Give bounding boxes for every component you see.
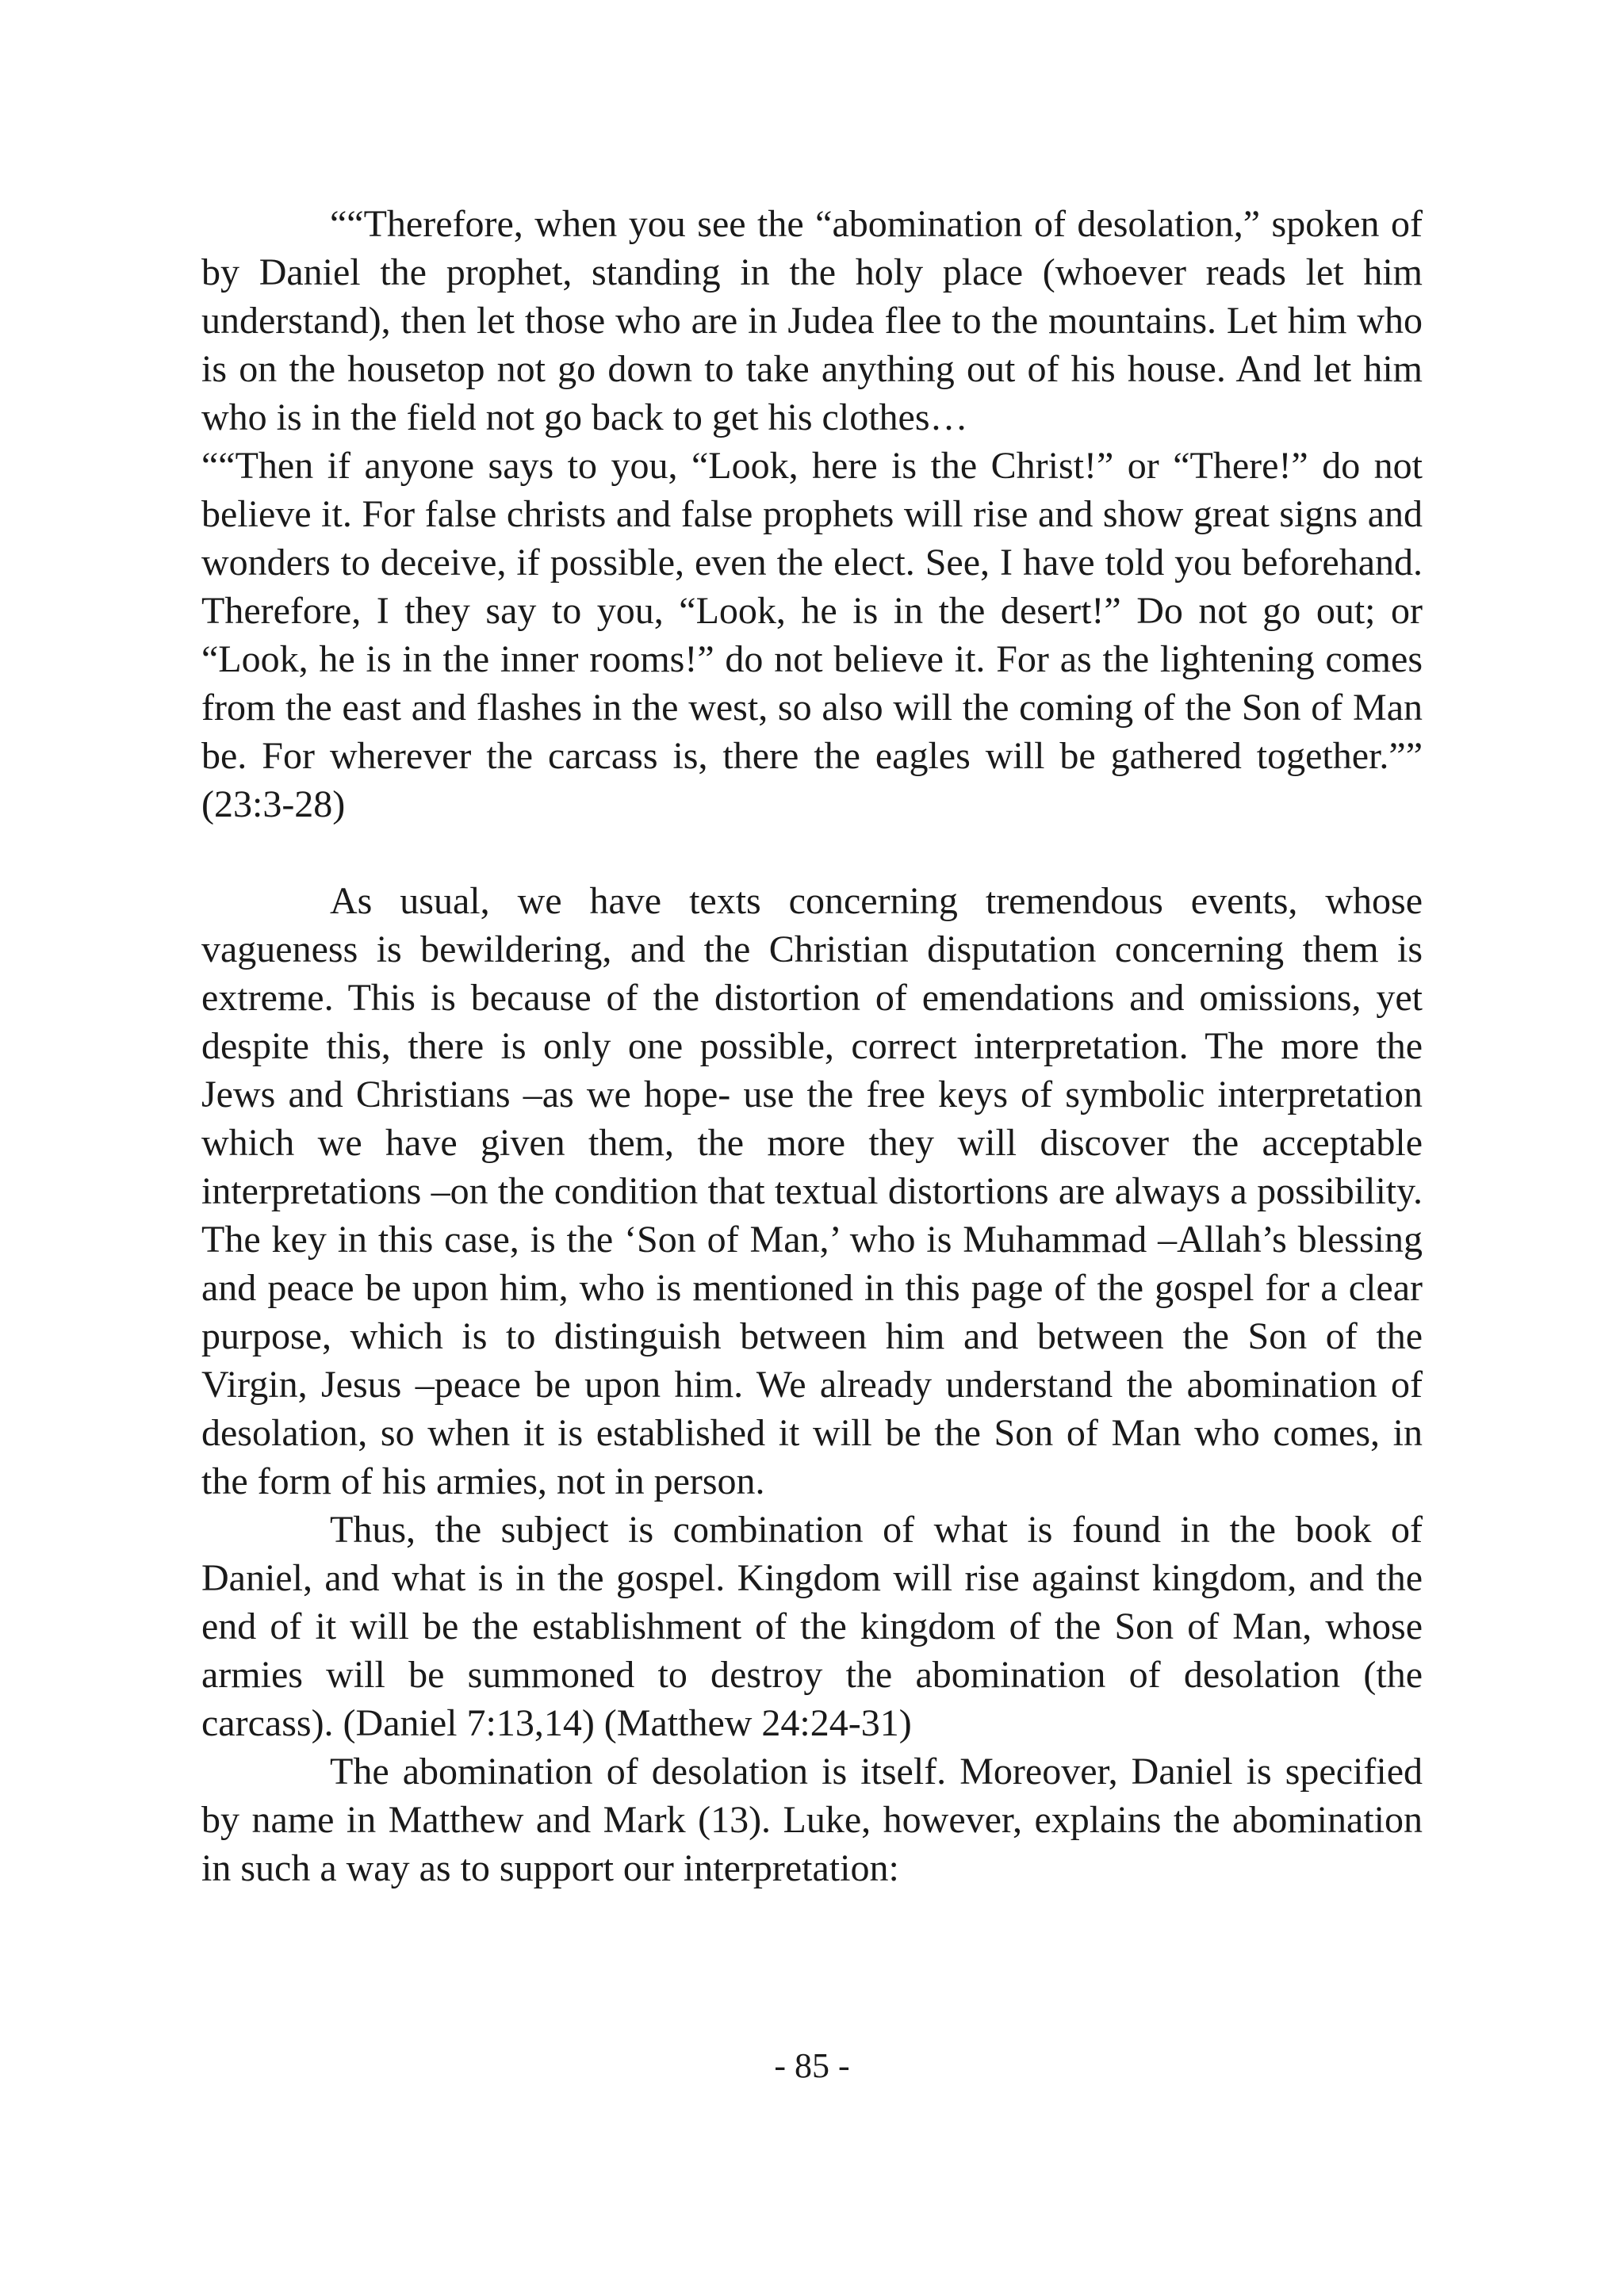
page-number: - 85 - (774, 2046, 850, 2085)
body-paragraph-1: As usual, we have texts concerning tremendous events, whose vagueness is bewildering, and the Christian disputation concerning them is extreme. This is because of the distortion of emendations and omissions, yet despite this, there is only one possible, correct interpretation. The more the Jews and Christians –as we hope- use the free keys of symbolic interpretation which we have given them, the more they will discover the acceptable interpretations –on the condition that textual distortions are always a possibility. The key in this case, is the ‘Son of Man,’ who is Muhammad –Allah’s blessing and peace be upon him, who is mentioned in this page of the gospel for a clear purpose, which is to distinguish between him and between the Son of the Virgin, Jesus –peace be upon him. We already understand the abomination of desolation, so when it is established it will be the Son of Man who comes, in the form of his armies, not in person. (201, 880, 1423, 1502)
quote-paragraph-1: ““Therefore, when you see the “abomination of desolation,” spoken of by Daniel the prophet, standing in the holy place (whoever reads let him understand), then let those who are in Judea flee to the mountains. Let him who is on the housetop not go down to take anything out of his house. And let him who is in the field not go back to get his clothes… (201, 203, 1423, 438)
quote-paragraph-2: ““Then if anyone says to you, “Look, here is the Christ!” or “There!” do not believe it. For false christs and false prophets will rise and show great signs and wonders to deceive, if possible, even the elect. See, I have told you beforehand. Therefore, I they say to you, “Look, he is in the desert!” Do not go out; or “Look, he is in the inner rooms!” do not believe it. For as the lightening comes from the east and flashes in the west, so also will the coming of the Son of Man be. For wherever the carcass is, there the eagles will be gathered together.”” (23:3-28) (201, 445, 1423, 825)
body-paragraph-2: Thus, the subject is combination of what is found in the book of Daniel, and what is in the gospel. Kingdom will rise against kingdom, and the end of it will be the establishment of the kingdom of the Son of Man, whose armies will be summoned to destroy the abomination of desolation (the carcass). (Daniel 7:13,14) (Matthew 24:24-31) (201, 1509, 1423, 1744)
body-paragraph-3: The abomination of desolation is itself. Moreover, Daniel is specified by name in Matthew and Mark (13). Luke, however, explains the abomination in such a way as to support our interpretation: (201, 1751, 1423, 1889)
page-body (201, 200, 1423, 1892)
